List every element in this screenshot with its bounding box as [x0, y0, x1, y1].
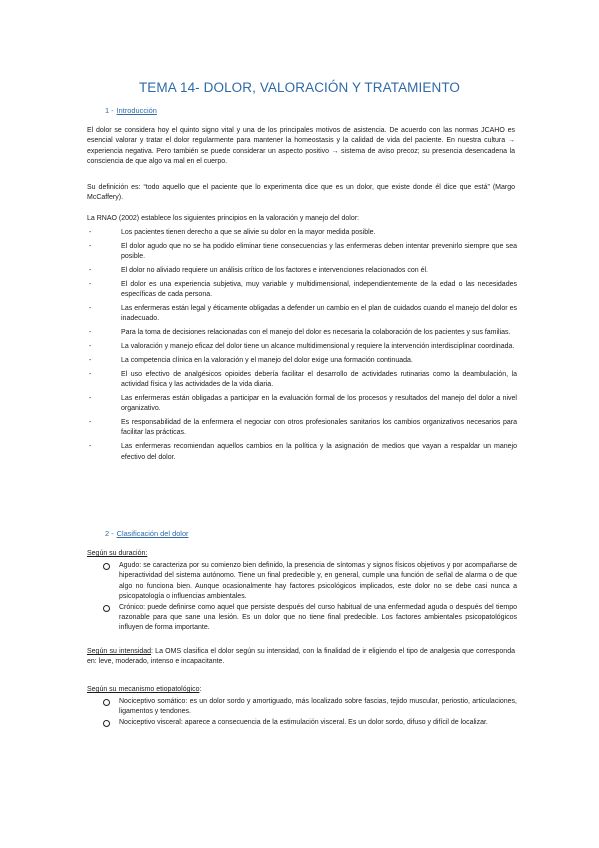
dash-bullet: -	[89, 280, 92, 288]
mecanismo-item-text: Nociceptivo visceral: aparece a consecuencia de la estimulación visceral. Es un dolor sordo, difuso y difícil de localizar.	[119, 718, 488, 726]
principle-item	[87, 328, 517, 338]
dash-bullet: -	[89, 356, 92, 364]
principle-text: Las enfermeras están obligadas a participar en la evaluación formal de los procesos y resultados del manejo del dolor a nivel organizativo.	[121, 394, 517, 413]
principle-item	[87, 266, 517, 276]
principle-item	[87, 394, 517, 415]
dash-bullet: -	[89, 329, 92, 337]
intensidad-heading: Según su intensidad	[87, 648, 151, 655]
section-number: 2 -	[105, 529, 114, 538]
principle-text: La valoración y manejo eficaz del dolor tiene un alcance multidimensional y requiere la intervención interdisciplinar coordinada.	[121, 343, 515, 350]
mecanismo-list	[100, 697, 517, 728]
section-label: Clasificación del dolor	[116, 529, 189, 538]
principle-text: El dolor es una experiencia subjetiva, muy variable y multidimensional, independientemente de la edad o las necesidades específicas de cada persona.	[121, 280, 517, 299]
mecanismo-item-text: Nociceptivo somático: es un dolor sordo y amortiguado, más localizado sobre fascias, tejido muscular, periostio, articulaciones, ligamentos y tendones.	[119, 698, 517, 716]
circle-bullet-icon	[103, 563, 110, 570]
mecanismo-heading	[87, 686, 201, 693]
principle-item	[87, 242, 517, 263]
duracion-list	[100, 561, 517, 634]
principle-text: Las enfermeras recomiendan aquellos cambios en la política y la asignación de medios que vayan a respaldar un manejo efectivo del dolor.	[121, 443, 517, 461]
principle-text: La competencia clínica en la valoración y el manejo del dolor exige una formación continuada.	[121, 356, 413, 364]
dash-bullet: -	[89, 305, 92, 312]
mecanismo-item	[100, 697, 517, 718]
dash-bullet: -	[89, 242, 92, 250]
principle-item	[87, 418, 517, 439]
principle-text: Las enfermeras están legal y éticamente obligadas a defender un cambio en el plan de cuidados cuando el manejo del dolor es inadecuado.	[121, 305, 517, 323]
dash-bullet: -	[89, 229, 92, 236]
dash-bullet: -	[89, 343, 92, 350]
principle-text: Para la toma de decisiones relacionadas con el manejo del dolor es necesaria la colaboración de los pacientes y sus familias.	[121, 329, 511, 337]
principle-text: Es responsabilidad de la enfermera el negociar con otros profesionales sanitarios los cambios organizativos necesarios para facilitar las prácticas.	[121, 419, 517, 437]
dash-bullet: -	[89, 370, 92, 378]
circle-bullet-icon	[103, 720, 110, 727]
principle-text: El uso efectivo de analgésicos opioides debería facilitar el desarrollo de actividades rutinarias como la deambulación, la actividad física y las actividades de la vida diaria.	[121, 370, 517, 388]
duracion-heading: Según su duración:	[87, 550, 148, 557]
duracion-item	[100, 603, 517, 634]
mecanismo-heading-label: Según su mecanismo etiopatológico	[87, 686, 200, 693]
section-heading-introduccion	[105, 106, 157, 115]
intensidad-paragraph	[87, 647, 515, 668]
principle-item	[87, 442, 517, 463]
mecanismo-heading-suffix: :	[199, 686, 202, 693]
dash-bullet: -	[89, 443, 92, 451]
principle-item	[87, 370, 517, 391]
intensidad-text: : La OMS clasifica el dolor según su intensidad, con la finalidad de ir eligiendo el tipo de analgesia que corresponda en: leve, moderado, intenso e incapacitante.	[87, 648, 515, 666]
document-title: TEMA 14- DOLOR, VALORACIÓN Y TRATAMIENTO	[138, 80, 461, 95]
principle-item	[87, 280, 517, 301]
principle-item	[87, 228, 517, 238]
principle-item	[87, 356, 517, 366]
dash-bullet: -	[89, 419, 92, 426]
section-number: 1 -	[105, 106, 114, 115]
duracion-item-text: Agudo: se caracteriza por su comienzo bien definido, la presencia de síntomas y signos físicos objetivos y por acompañarse de hiperactividad del sistema autónomo. Tiene un final predecible y, en general, cumple una función de señal de alarma o de que algo no funciona bien. Aunque ocasionalmente hay factores psicológicos implicados, este dolor no se debe casi nunca a psicopatología o influencias ambientales.	[119, 562, 517, 601]
dash-bullet: -	[89, 394, 92, 402]
principle-item	[87, 304, 517, 325]
principle-item	[87, 342, 517, 352]
principles-list	[87, 228, 517, 466]
circle-bullet-icon	[103, 699, 110, 706]
mecanismo-item	[100, 718, 517, 728]
duracion-item-text: Crónico: puede definirse como aquel que persiste después del curso habitual de una enfermedad aguda o después del tiempo razonable para que sane una lesión. Es un dolor que no tiene final predecible. Los factores ambientales psicopatológicos influyen de forma importante.	[119, 603, 517, 632]
principle-text: El dolor agudo que no se ha podido eliminar tiene consecuencias y las enfermeras deben intentar prevenirlo siempre que sea posible.	[121, 242, 517, 261]
dash-bullet: -	[89, 267, 92, 274]
intro-paragraph: El dolor se considera hoy el quinto signo vital y una de los principales motivos de asistencia. De acuerdo con las normas JCAHO es esencial valorar y tratar el dolor regularmente para mantener la homeostasis y la calidad de vida del paciente. En nuestra cultura → experiencia negativa. Pero también se puede considerar un aspecto positivo → sistema de aviso precoz; su presencia desencadena la consciencia de que algo va mal en el cuerpo.	[87, 127, 515, 165]
definition-paragraph: Su definición es: “todo aquello que el paciente que lo experimenta dice que es un dolor, que existe donde él dice que está” (Margo McCaffery).	[87, 184, 515, 202]
circle-bullet-icon	[103, 605, 110, 612]
duracion-item	[100, 561, 517, 603]
principle-text: El dolor no aliviado requiere un análisis crítico de los factores e intervenciones relacionados con él.	[121, 267, 429, 274]
section-label: Introducción	[116, 106, 157, 115]
rnao-paragraph: La RNAO (2002) establece los siguientes principios en la valoración y manejo del dolor:	[87, 215, 359, 222]
principle-text: Los pacientes tienen derecho a que se alivie su dolor en la mayor medida posible.	[121, 229, 376, 236]
section-heading-clasificacion	[105, 529, 189, 538]
